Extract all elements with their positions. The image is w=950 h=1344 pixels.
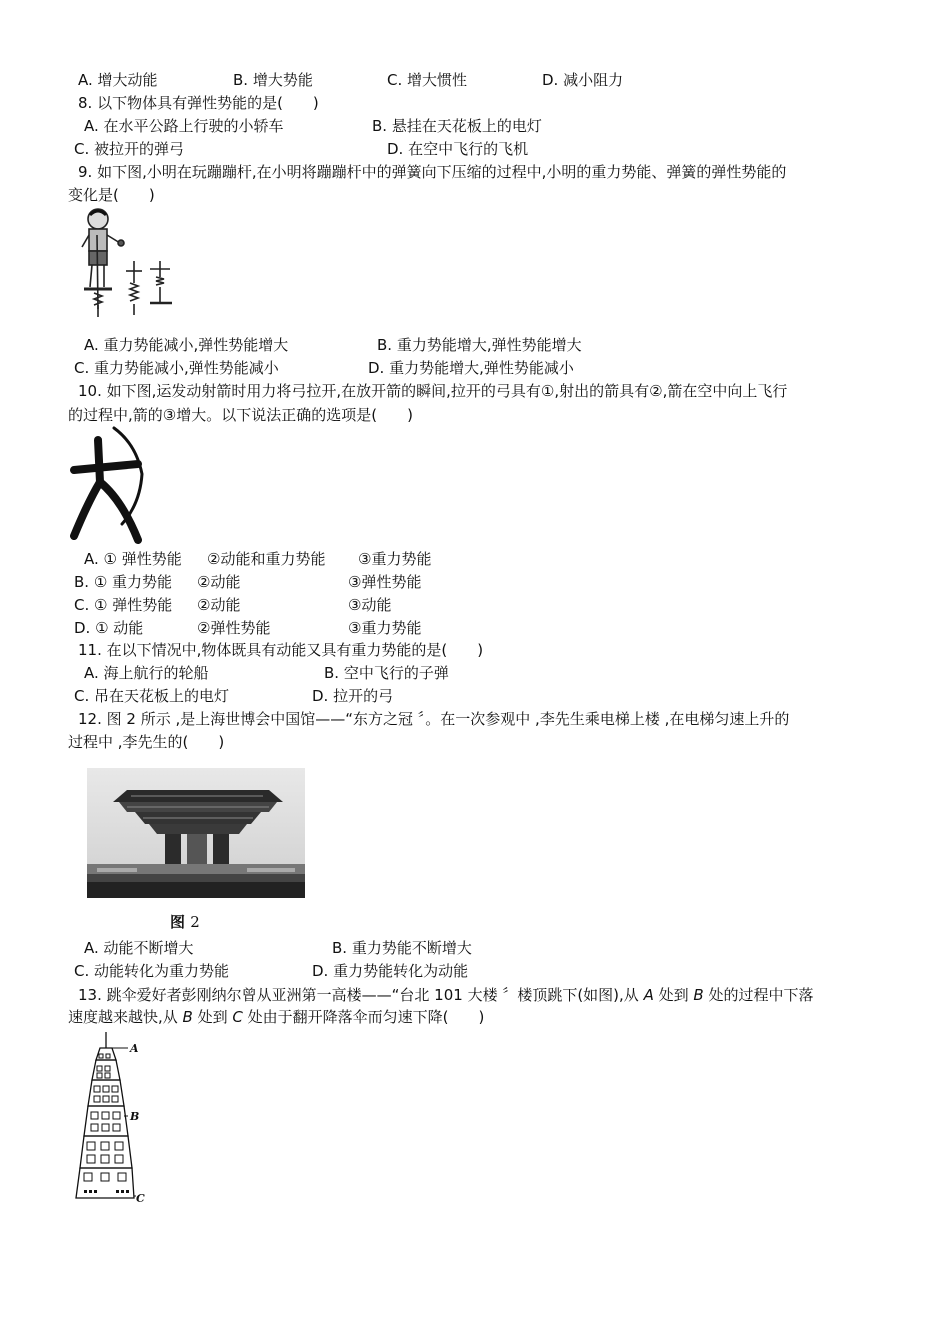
q10-stem-line1: 10. 如下图,运发动射箭时用力将弓拉开,在放开箭的瞬间,拉开的弓具有①,射出的箭具有②,箭在空中向上飞行	[78, 382, 788, 400]
q8-option-a[interactable]: A. 在水平公路上行驶的小轿车	[84, 117, 284, 135]
q7-option-b[interactable]: B. 增大势能	[233, 71, 313, 89]
q10-option-c-3: ③动能	[348, 596, 392, 614]
q12-option-b[interactable]: B. 重力势能不断增大	[332, 939, 472, 957]
q8-option-b[interactable]: B. 悬挂在天花板上的电灯	[372, 117, 542, 135]
label-point-a: A	[130, 1042, 139, 1055]
q8-option-c[interactable]: C. 被拉开的弹弓	[74, 140, 185, 158]
pogo-stick-figure	[76, 205, 180, 323]
q11-option-a[interactable]: A. 海上航行的轮船	[84, 664, 209, 682]
q10-option-d-2: ②弹性势能	[197, 619, 271, 637]
q9-option-a[interactable]: A. 重力势能减小,弹性势能增大	[84, 336, 289, 354]
q10-option-c-1[interactable]: C. ① 弹性势能	[74, 596, 173, 614]
q10-option-d-1[interactable]: D. ① 动能	[74, 619, 144, 637]
q10-option-b-1[interactable]: B. ① 重力势能	[74, 573, 173, 591]
q10-option-c-2: ②动能	[197, 596, 241, 614]
q8-option-d[interactable]: D. 在空中飞行的飞机	[387, 140, 529, 158]
q11-option-c[interactable]: C. 吊在天花板上的电灯	[74, 687, 230, 705]
china-pavilion-photo	[87, 768, 305, 898]
q7-option-d[interactable]: D. 减小阻力	[542, 71, 624, 89]
q12-option-d[interactable]: D. 重力势能转化为动能	[312, 962, 469, 980]
q12-figure-caption: 图 2	[170, 913, 200, 931]
archer-figure	[68, 424, 154, 546]
label-point-c: C	[136, 1192, 145, 1205]
q8-stem: 8. 以下物体具有弹性势能的是( )	[78, 94, 319, 112]
q10-option-a-2: ②动能和重力势能	[207, 550, 326, 568]
q13-stem-line1: 13. 跳伞爱好者彭刚纳尔曾从亚洲第一高楼——“台北 101 大楼 〞楼顶跳下(如图),从 A 处到 B 处的过程中下落	[78, 986, 814, 1004]
q12-stem-line1: 12. 图 2 所示 ,是上海世博会中国馆——“东方之冠 〞。在一次参观中 ,李先生乘电梯上楼 ,在电梯匀速上升的	[78, 710, 790, 728]
q9-stem-line1: 9. 如下图,小明在玩蹦蹦杆,在小明将蹦蹦杆中的弹簧向下压缩的过程中,小明的重力势能、弹簧的弹性势能的	[78, 163, 787, 181]
q7-option-c[interactable]: C. 增大惯性	[387, 71, 468, 89]
q7-option-a[interactable]: A. 增大动能	[78, 71, 158, 89]
q10-option-b-2: ②动能	[197, 573, 241, 591]
label-point-b: B	[130, 1110, 140, 1123]
taipei-101-figure	[70, 1030, 150, 1206]
boy-on-pogo-icon	[82, 209, 124, 317]
q9-option-b[interactable]: B. 重力势能增大,弹性势能增大	[377, 336, 582, 354]
q10-option-a-3: ③重力势能	[358, 550, 432, 568]
q12-stem-line2: 过程中 ,李先生的( )	[68, 733, 225, 751]
q9-option-d[interactable]: D. 重力势能增大,弹性势能减小	[368, 359, 574, 377]
q10-stem-line2: 的过程中,箭的③增大。以下说法正确的选项是( )	[68, 406, 413, 424]
spring-diagram-icon	[126, 261, 172, 315]
q9-option-c[interactable]: C. 重力势能减小,弹性势能减小	[74, 359, 279, 377]
q11-option-b[interactable]: B. 空中飞行的子弹	[324, 664, 449, 682]
q12-option-a[interactable]: A. 动能不断增大	[84, 939, 194, 957]
q12-option-c[interactable]: C. 动能转化为重力势能	[74, 962, 230, 980]
q10-option-a-1[interactable]: A. ① 弹性势能	[84, 550, 182, 568]
q10-option-d-3: ③重力势能	[348, 619, 422, 637]
q9-stem-line2: 变化是( )	[68, 186, 155, 204]
archer-icon	[74, 428, 142, 540]
q11-option-d[interactable]: D. 拉开的弓	[312, 687, 394, 705]
q13-stem-line2: 速度越来越快,从 B 处到 C 处由于翻开降落伞而匀速下降( )	[68, 1008, 485, 1026]
q10-option-b-3: ③弹性势能	[348, 573, 422, 591]
q11-stem: 11. 在以下情况中,物体既具有动能又具有重力势能的是( )	[78, 641, 484, 659]
